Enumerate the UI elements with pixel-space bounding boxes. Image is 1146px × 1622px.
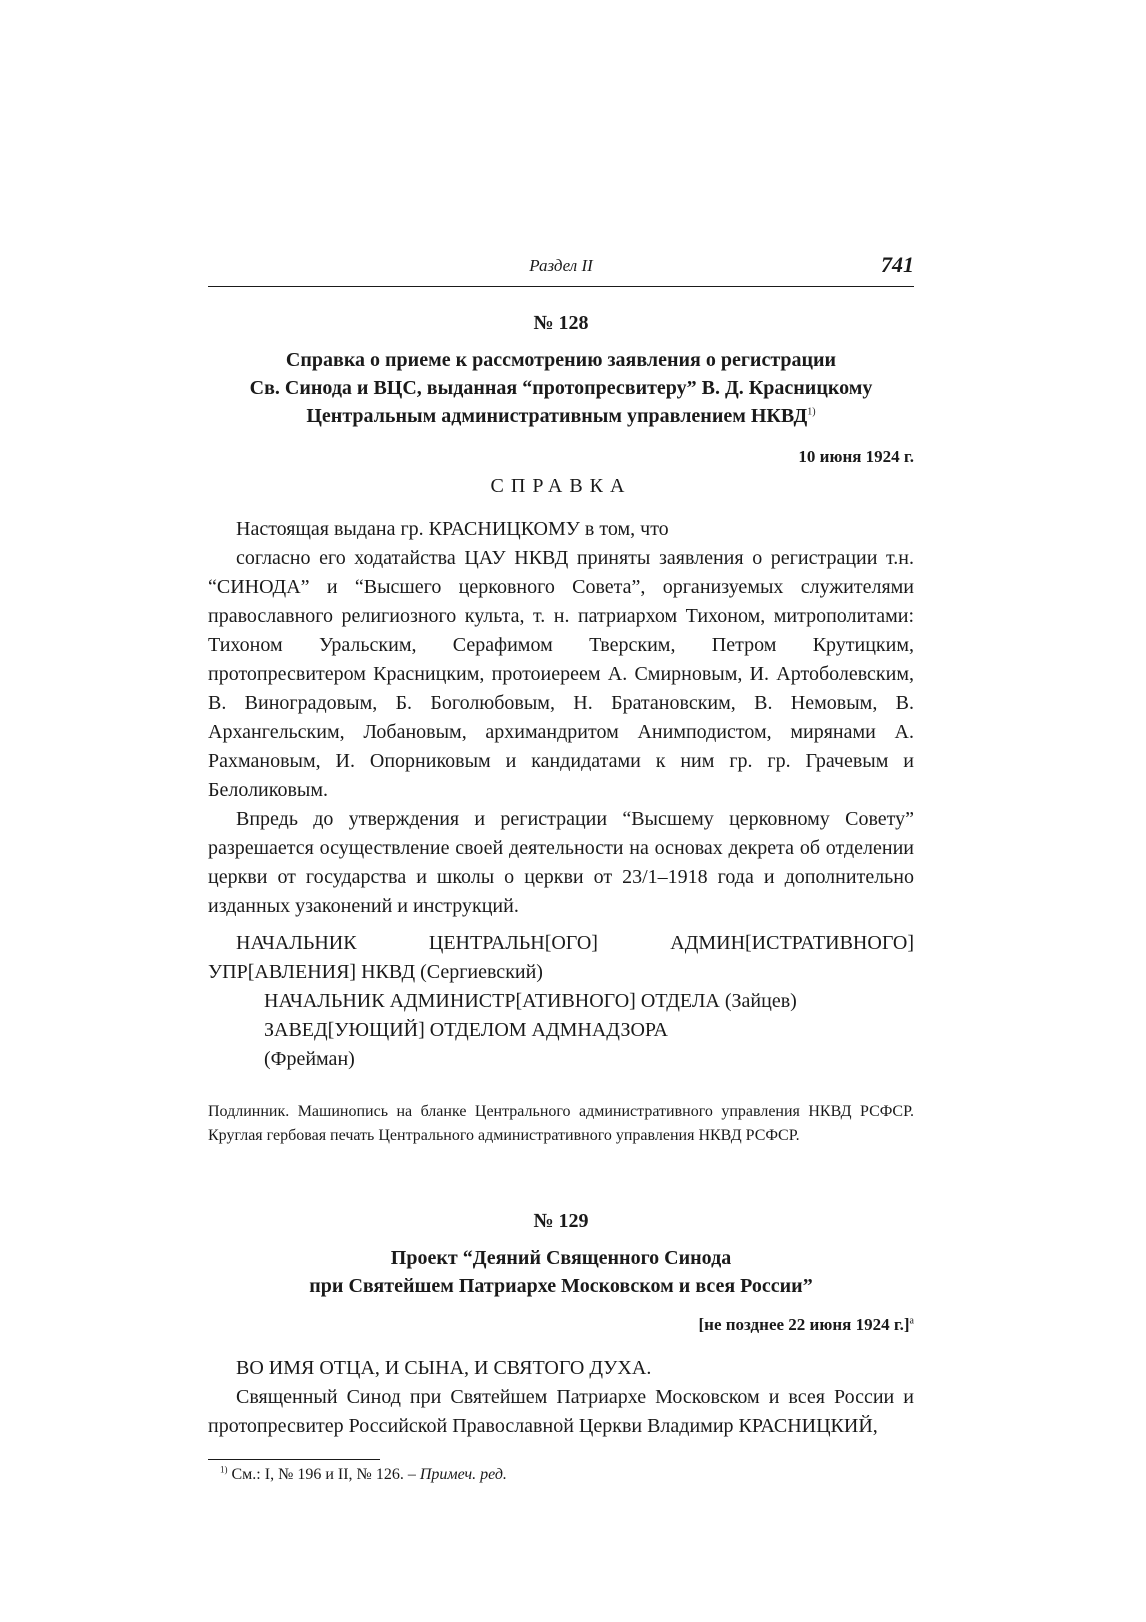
signatures-block — [208, 929, 914, 1074]
title-line: Проект “Деяний Священного Синода — [390, 1247, 732, 1269]
archival-source-note: Подлинник. Машинопись на бланке Центрального административного управления НКВД РСФСР. Круглая гербовая печать Центрального административного управления НКВД РСФСР. — [208, 1103, 914, 1144]
title-line: при Святейшем Патриархе Московском и всея России” — [309, 1275, 813, 1297]
body-paragraph: Впредь до утверждения и регистрации “Высшему церковному Совету” разрешается осуществление своей деятельности на основах декрета об отделении церкви от государства и школы о церкви от 23/1–1918 года и дополнительно изданных узаконений и инструкций. — [208, 808, 914, 917]
footnote-editor-note: Примеч. ред. — [419, 1466, 507, 1483]
book-page — [208, 250, 914, 1486]
footnote — [208, 1464, 914, 1486]
document-heading: СПРАВКА — [490, 475, 632, 497]
title-line — [208, 402, 914, 430]
footnote-text: См.: I, № 196 и II, № 126. – — [231, 1466, 416, 1483]
footnote-ref: 1) — [807, 406, 816, 418]
opening-line: ВО ИМЯ ОТЦА, И СЫНА, И СВЯТОГО ДУХА. — [236, 1357, 652, 1379]
document-body — [208, 515, 914, 921]
signature-line: НАЧАЛЬНИК АДМИНИСТР[АТИВНОГО] ОТДЕЛА (Зайцев) — [264, 990, 797, 1012]
title-line: Св. Синода и ВЦС, выданная “протопресвитеру” В. Д. Красницкому — [249, 377, 873, 399]
page-number: 741 — [881, 252, 914, 277]
footnote-marker: 1) — [220, 1464, 228, 1475]
footnote-divider — [208, 1459, 380, 1460]
body-paragraph: согласно его ходатайства ЦАУ НКВД приняты заявления о регистрации т.н. “СИНОДА” и “Высшего церковного Совета”, организуемых служителями православного религиозного культа, т. н. патриархом Тихоном, митрополитами: Тихоном Уральским, Серафимом Тверским, Петром Крутицким, протопресвитером Красницким, протоиереем А. Смирновым, И. Артоболевским, В. Виноградовым, Б. Боголюбовым, Н. Братановским, В. Немовым, В. Архангельским, Лобановым, архимандритом Анимподистом, мирянами А. Рахмановым, И. Опорниковым и кандидатами к ним гр. гр. Грачевым и Белоликовым. — [208, 547, 914, 801]
title-line: Справка о приеме к рассмотрению заявления о регистрации — [285, 349, 837, 371]
date-text: [не позднее 22 июня 1924 г.] — [698, 1315, 910, 1334]
document-title — [208, 346, 914, 430]
document-body — [208, 1354, 914, 1441]
document-129 — [208, 1208, 914, 1441]
textual-note-ref: а — [909, 1315, 914, 1327]
document-number: № 129 — [533, 1210, 589, 1232]
signature-line: ЗАВЕД[УЮЩИЙ] ОТДЕЛОМ АДМНАДЗОРА — [264, 1019, 668, 1041]
title-line-text: Центральным административным управлением НКВД — [306, 405, 808, 427]
document-date — [208, 1314, 914, 1336]
body-paragraph: Священный Синод при Святейшем Патриархе Московском и всея России и протопресвитер Российской Православной Церкви Владимир КРАСНИЦКИЙ, — [208, 1386, 914, 1437]
document-title — [208, 1244, 914, 1300]
running-title: Раздел II — [529, 256, 593, 275]
document-number: № 128 — [533, 312, 589, 334]
signature-line: НАЧАЛЬНИК ЦЕНТРАЛЬН[ОГО] АДМИН[ИСТРАТИВНОГО] УПР[АВЛЕНИЯ] НКВД (Сергиевский) — [208, 932, 914, 983]
document-date: 10 июня 1924 г. — [798, 447, 914, 466]
document-128 — [208, 310, 914, 1148]
running-header — [208, 250, 914, 287]
signature-line: (Фрейман) — [264, 1048, 355, 1070]
intro-line: Настоящая выдана гр. КРАСНИЦКОМУ в том, что — [236, 518, 669, 540]
